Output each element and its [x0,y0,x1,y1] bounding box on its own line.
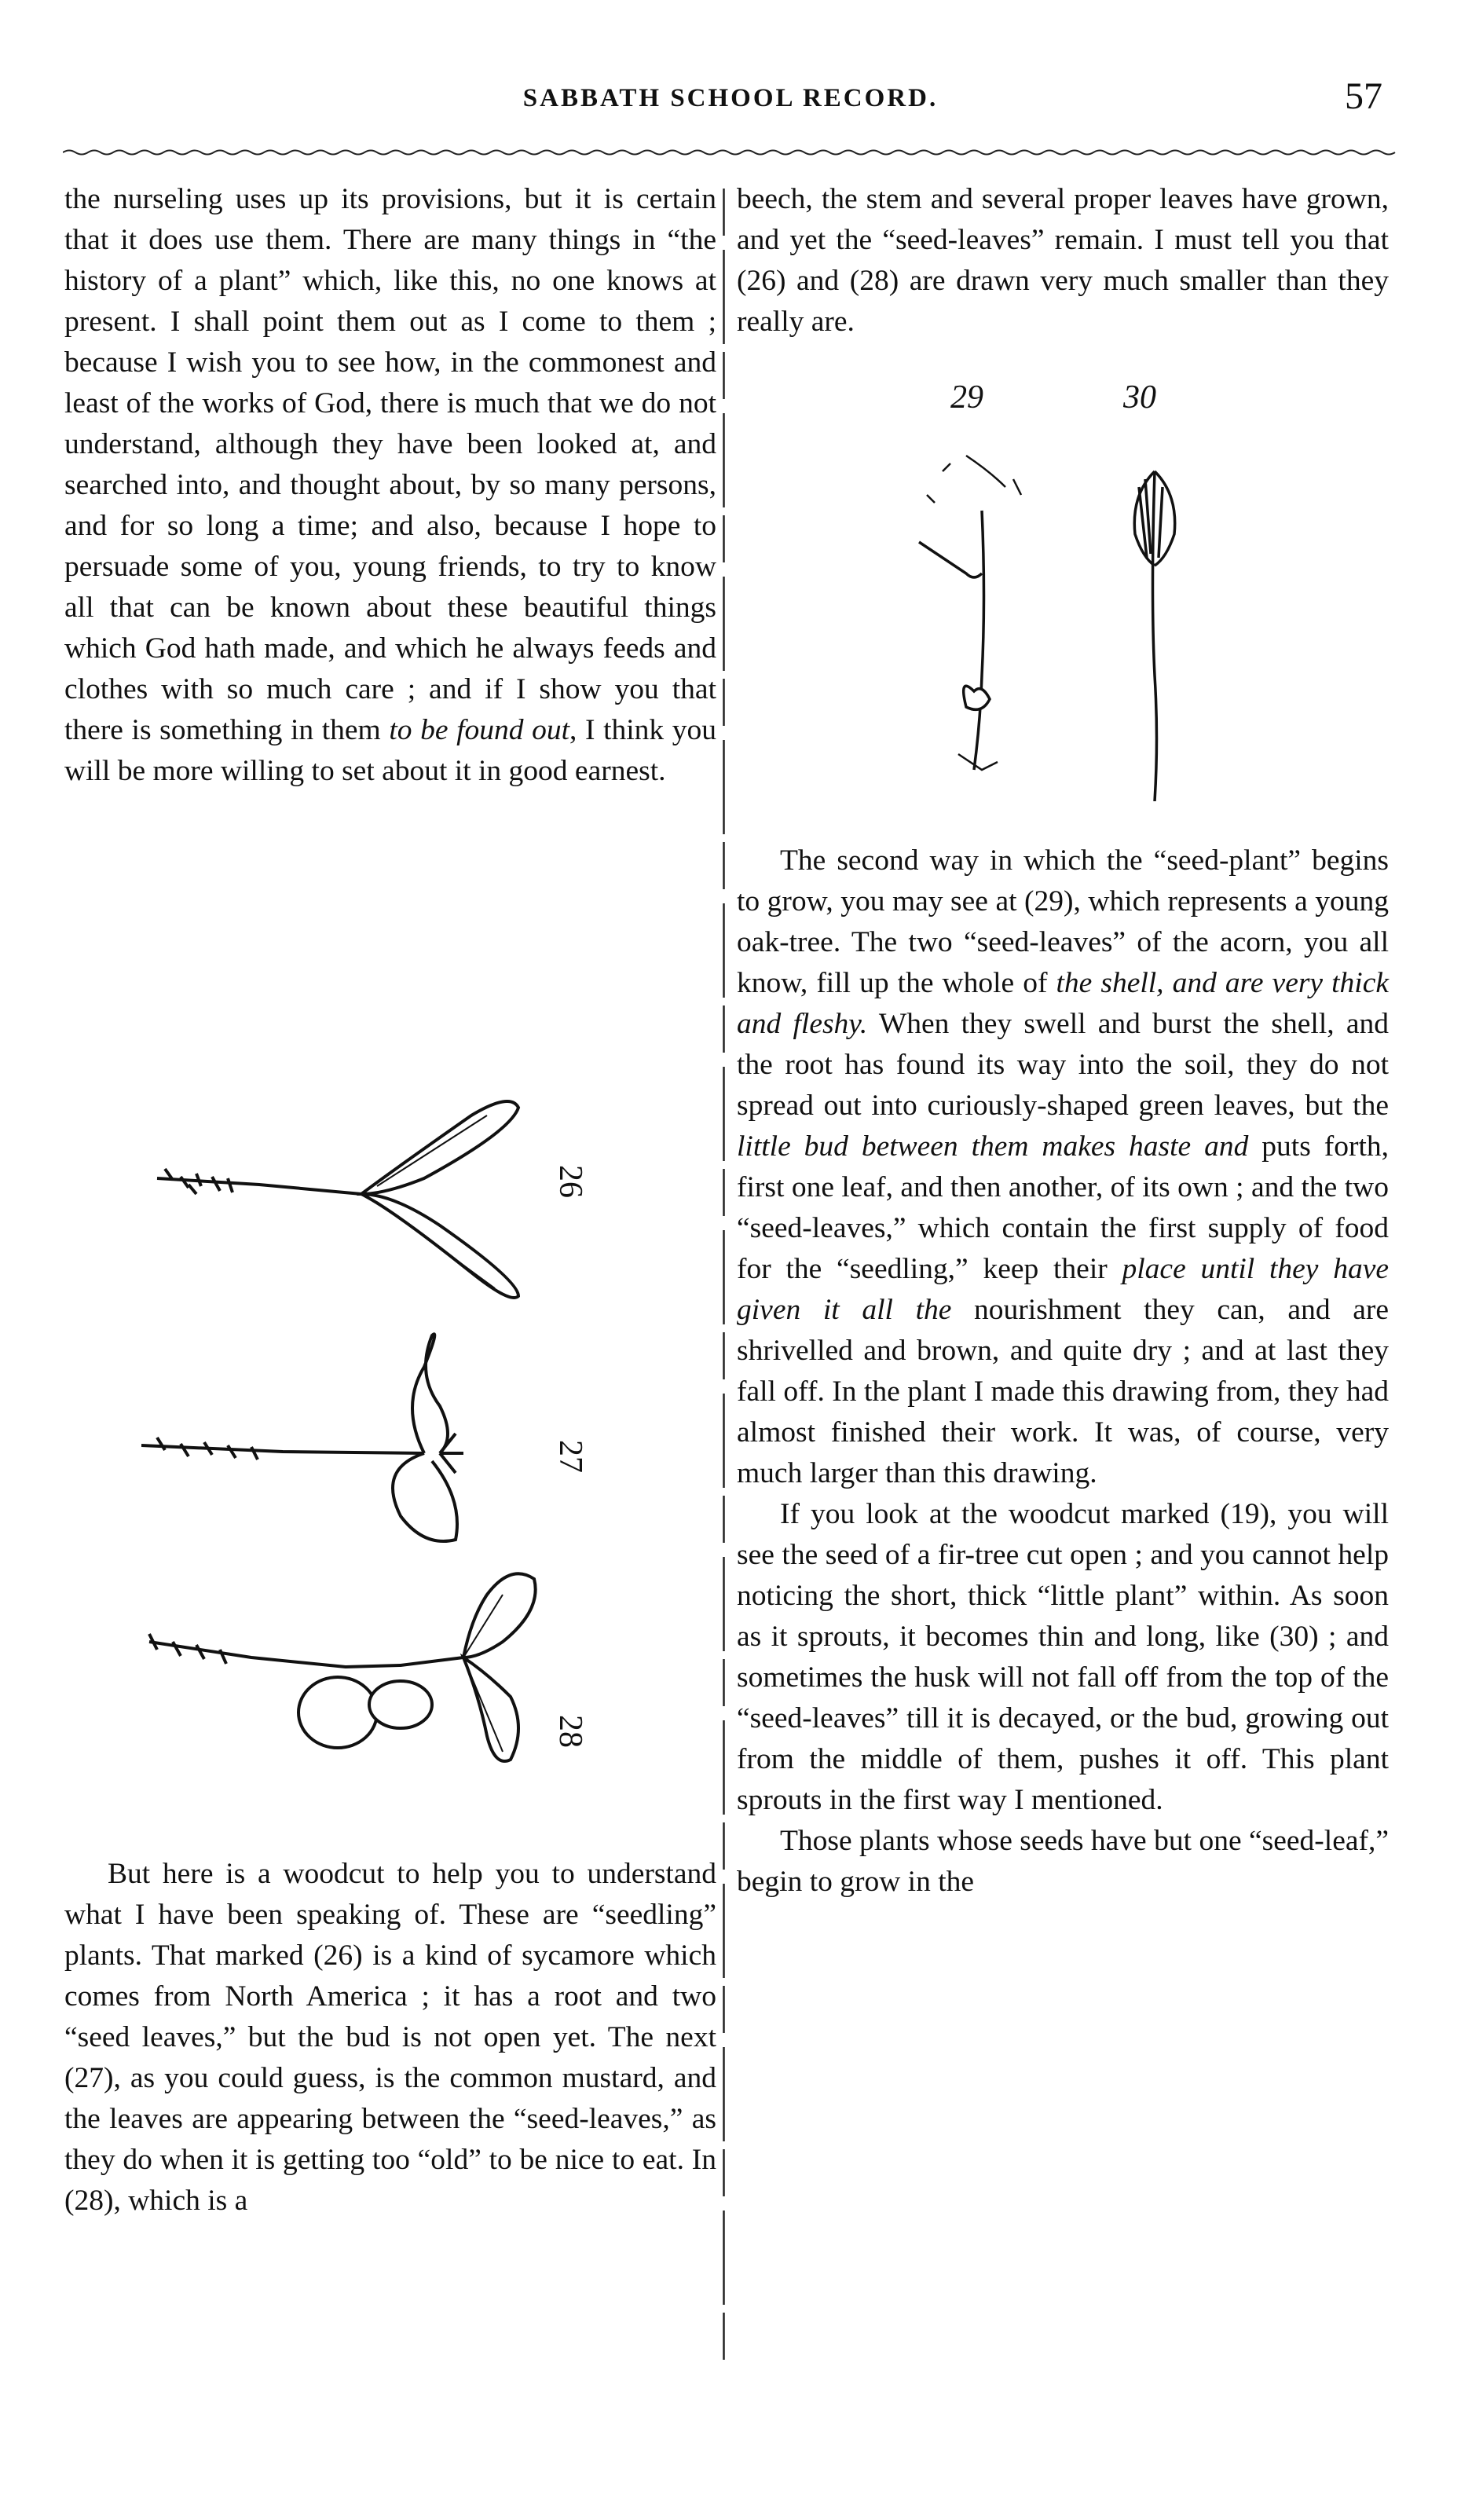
column-divider [723,189,725,2372]
right-paragraph-2: The second way in which the “seed-plant” begins to grow, you may see at (29), which represents a young oak-tree. The two “seed-leaves” of the acorn, you all know, fill up the whole of the shell, and are very thick and fleshy. When they swell and burst the shell, and the root has found its way into the soil, they do not spread out into curiously-shaped green leaves, but the little bud between them makes haste and puts forth, first one leaf, and then another, of its own ; and the two “seed-leaves,” which contain the first supply of food for the “seedling,” keep their place until they have given it all the nourishment they can, and are shrivelled and brown, and quite dry ; and at last they fall off. In the plant I made this drawing from, they had almost finished their work. It was, of course, very much larger than this drawing. [737,844,1389,1489]
figure-27-mustard-seedling [141,1334,463,1541]
right-column-body [737,841,1389,1903]
figure-29-oak-seedling [919,456,1021,770]
right-paragraph-3: If you look at the woodcut marked (19), you will see the seed of a fir-tree cut open ; and you cannot help noticing the short, thick “little plant” within. As soon as it sprouts, it becomes thin and long, like (30) ; and sometimes the husk will not fall off from the top of the “seed-leaves” till it is decayed, or the bud, growing out from the middle of them, pushes it off. This plant sprouts in the first way I mentioned. [737,1498,1389,1816]
right-column-top [737,179,1389,342]
header-rule [63,147,1398,158]
running-title: SABBATH SCHOOL RECORD. [522,84,939,112]
page-number: 57 [1345,75,1382,117]
figure-26-sycamore-seedling [157,1101,518,1298]
left-column-bottom [64,1854,716,2221]
emphasis-to-be-found-out: to be found out [389,714,570,746]
figure-numbers-29-30 [935,379,1249,418]
figure-27-label: 27 [552,1440,588,1473]
figure-29-label: 29 [950,379,983,416]
figure-28-label: 28 [552,1715,588,1748]
figure-26-label: 26 [552,1165,588,1198]
oak-fir-woodcut [895,440,1225,801]
left-column-top [64,179,716,792]
figure-30-label: 30 [1123,379,1156,416]
figure-30-fir-seedling [1134,471,1174,801]
right-paragraph-4: Those plants whose seeds have but one “seed-leaf,” begin to grow in the [737,1825,1389,1898]
page-header [63,75,1414,161]
figure-28-beech-seedling [149,1573,536,1761]
right-paragraph-1: beech, the stem and several proper leaves have grown, and yet the “seed-leaves” remain. I must tell you that (26) and (28) are drawn very much smaller than they really are. [737,183,1389,338]
left-paragraph-1: the nurseling uses up its provisions, but it is certain that it does use them. There are many things in “the history of a plant” which, like this, no one knows at present. I shall point them out as I come to them ; because I wish you to see how, in the commonest and least of the works of God, there is much that we do not understand, although they have been looked at, and searched into, and thought about, by so many persons, and for so long a time; and also, because I hope to persuade some of you, young friends, to try to know all that can be known about these beautiful things which God hath made, and which he always feeds and clothes with so much care ; and if I show you that there is something in them to be found out, I think you will be more willing to set about it in good earnest. [64,183,716,787]
left-paragraph-2: But here is a woodcut to help you to understand what I have been speaking of. These are “seedling” plants. That marked (26) is a kind of sycamore which comes from North America ; it has a root and two “seed leaves,” but the bud is not open yet. The next (27), as you could guess, is the common mustard, and the leaves are appearing between the “seed-leaves,” as they do when it is getting too “old” to be nice to eat. In (28), which is a [64,1858,716,2217]
